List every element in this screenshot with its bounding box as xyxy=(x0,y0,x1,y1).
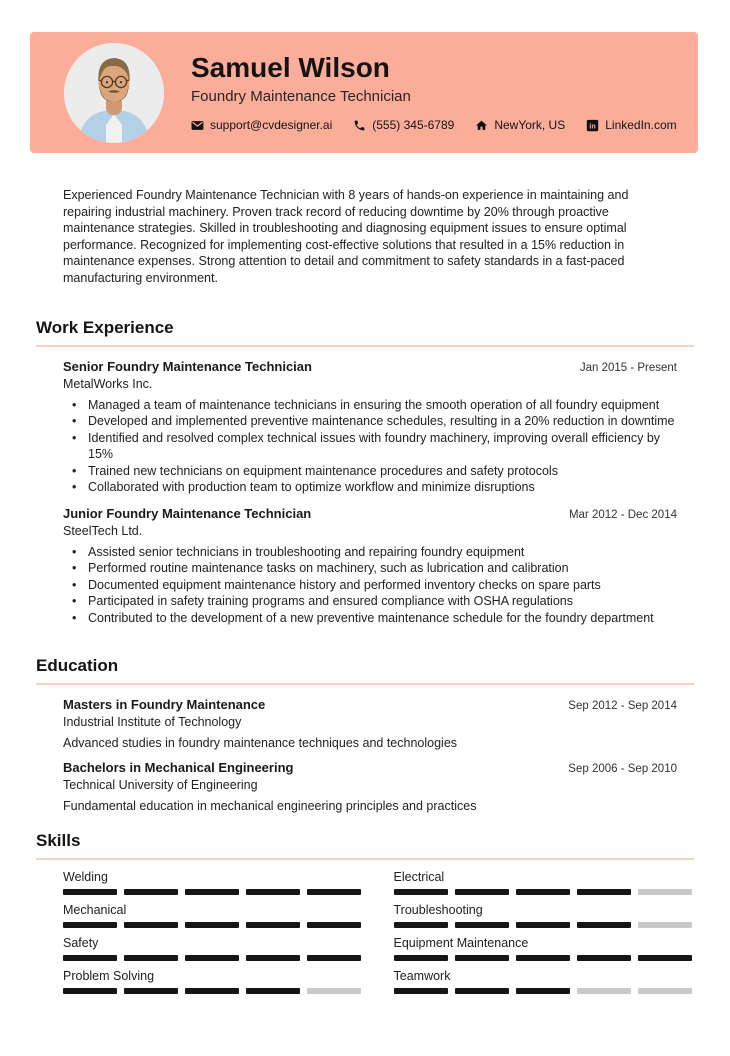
job-list xyxy=(36,359,694,627)
job-entry xyxy=(63,359,694,496)
skill-label: Safety xyxy=(63,936,99,951)
email-icon xyxy=(191,119,204,132)
skill-bar-segment xyxy=(455,955,509,961)
candidate-name: Samuel Wilson xyxy=(191,52,390,83)
skill-bar-segment xyxy=(124,988,178,994)
skill-bar-segment xyxy=(246,922,300,928)
skill-bar-segment xyxy=(185,988,239,994)
skill-bar-segment xyxy=(63,922,117,928)
avatar xyxy=(64,43,164,143)
skill-bar-segment xyxy=(577,889,631,895)
contact-text: LinkedIn.com xyxy=(605,118,677,132)
skill-item xyxy=(394,870,695,895)
skill-bar-segment xyxy=(124,889,178,895)
skill-bar-segment xyxy=(307,889,361,895)
skill-level-bar xyxy=(63,955,364,961)
skill-level-bar xyxy=(394,922,695,928)
skill-bar-segment xyxy=(577,922,631,928)
job-company: SteelTech Ltd. xyxy=(63,523,143,538)
skills-grid xyxy=(63,870,694,1002)
phone-icon xyxy=(353,119,366,132)
skill-bar-segment xyxy=(638,955,692,961)
candidate-title: Foundry Maintenance Technician xyxy=(191,88,411,105)
skill-bar-segment xyxy=(638,922,692,928)
section-skills xyxy=(36,831,694,1002)
job-bullet: • Trained new technicians on equipment maintenance procedures and safety protocols xyxy=(63,463,684,480)
degree-title: Masters in Foundry Maintenance xyxy=(63,697,266,713)
job-bullet: • Performed routine maintenance tasks on machinery, such as lubrication and calibration xyxy=(63,560,684,577)
skill-bar-segment xyxy=(577,988,631,994)
skill-bar-segment xyxy=(577,955,631,961)
contact-item xyxy=(586,118,676,132)
skill-bar-segment xyxy=(307,988,361,994)
linkedin-icon xyxy=(586,119,599,132)
skills-column-right xyxy=(394,870,695,1002)
home-icon xyxy=(475,119,488,132)
skill-item xyxy=(63,969,364,994)
job-bullet: • Documented equipment maintenance history and performed inventory checks on spare parts xyxy=(63,577,684,594)
skill-label: Troubleshooting xyxy=(393,903,483,918)
skill-label: Equipment Maintenance xyxy=(393,936,529,951)
education-entry xyxy=(63,697,694,750)
contact-text: NewYork, US xyxy=(494,118,566,132)
job-bullet: • Participated in safety training programs and ensured compliance with OSHA regulations xyxy=(63,593,684,610)
job-bullet: • Developed and implemented preventive maintenance schedules, resulting in a 20% reduction in downtime xyxy=(63,413,684,430)
contact-row xyxy=(191,118,677,132)
education-entry-head xyxy=(63,697,694,712)
header-text-block xyxy=(191,53,677,132)
skill-item xyxy=(63,936,364,961)
skill-bar-segment xyxy=(638,988,692,994)
job-bullet: • Collaborated with production team to optimize workflow and minimize disruptions xyxy=(63,479,684,496)
section-heading-work: Work Experience xyxy=(36,318,694,347)
job-entry-head xyxy=(63,359,694,374)
skill-bar-segment xyxy=(185,889,239,895)
contact-item xyxy=(475,118,565,132)
skill-bar-segment xyxy=(455,988,509,994)
skill-bar-segment xyxy=(124,955,178,961)
section-education xyxy=(36,656,694,813)
skill-item xyxy=(63,903,364,928)
education-description: Advanced studies in foundry maintenance techniques and technologies xyxy=(63,736,458,751)
job-bullet: • Contributed to the development of a new preventive maintenance schedule for the foundry department xyxy=(63,610,684,627)
education-dates: Sep 2012 - Sep 2014 xyxy=(568,700,677,713)
section-work-experience xyxy=(36,318,694,627)
summary-text: Experienced Foundry Maintenance Technician with 8 years of hands-on experience in maintaining and repairing industrial machinery. Proven track record of reducing downtime by 20% through proactive maintenance strategies. Skilled in troubleshooting and diagnosing equipment issues to ensure optimal performance. Recognized for implementing cost-effective solutions that resulted in a 15% reduction in maintenance expenses. Strong attention to detail and commitment to safety standards in a fast-paced manufacturing environment. xyxy=(63,188,629,285)
skill-level-bar xyxy=(63,988,364,994)
svg-text:in: in xyxy=(589,122,596,130)
skill-label: Mechanical xyxy=(63,903,127,918)
skill-bar-segment xyxy=(394,922,448,928)
skill-bar-segment xyxy=(638,889,692,895)
education-entry-head xyxy=(63,760,694,775)
education-dates: Sep 2006 - Sep 2010 xyxy=(568,763,677,776)
resume-header xyxy=(30,32,698,153)
job-bullet: • Managed a team of maintenance technicians in ensuring the smooth operation of all foundry equipment xyxy=(63,397,684,414)
contact-item xyxy=(353,118,454,132)
job-bullet-list xyxy=(63,397,684,496)
school-name: Technical University of Engineering xyxy=(63,778,258,793)
skill-bar-segment xyxy=(185,922,239,928)
skill-bar-segment xyxy=(394,955,448,961)
education-list xyxy=(36,697,694,813)
job-entry xyxy=(63,506,694,627)
skill-bar-segment xyxy=(124,922,178,928)
job-bullet-list xyxy=(63,544,684,627)
skill-level-bar xyxy=(394,955,695,961)
degree-title: Bachelors in Mechanical Engineering xyxy=(63,760,294,776)
skill-level-bar xyxy=(394,988,695,994)
skill-item xyxy=(394,903,695,928)
skill-bar-segment xyxy=(185,955,239,961)
skill-item xyxy=(394,936,695,961)
job-company: MetalWorks Inc. xyxy=(63,376,153,391)
skill-label: Welding xyxy=(63,870,108,885)
school-name: Industrial Institute of Technology xyxy=(63,715,242,730)
section-heading-education: Education xyxy=(36,656,694,685)
skill-bar-segment xyxy=(246,889,300,895)
skill-bar-segment xyxy=(394,889,448,895)
job-dates: Mar 2012 - Dec 2014 xyxy=(568,508,677,521)
skills-column-left xyxy=(63,870,364,1002)
contact-item xyxy=(191,118,332,132)
education-description: Fundamental education in mechanical engineering principles and practices xyxy=(63,799,477,814)
skill-bar-segment xyxy=(516,922,570,928)
skill-bar-segment xyxy=(455,889,509,895)
job-dates: Jan 2015 - Present xyxy=(579,361,677,374)
contact-text: support@cvdesigner.ai xyxy=(210,118,333,132)
skill-level-bar xyxy=(394,889,695,895)
skill-bar-segment xyxy=(246,955,300,961)
skill-bar-segment xyxy=(307,922,361,928)
education-entry xyxy=(63,760,694,813)
skill-bar-segment xyxy=(394,988,448,994)
resume-page xyxy=(0,32,730,1002)
job-title: Junior Foundry Maintenance Technician xyxy=(63,505,312,521)
skill-bar-segment xyxy=(307,955,361,961)
skill-bar-segment xyxy=(63,988,117,994)
skill-bar-segment xyxy=(455,922,509,928)
skill-level-bar xyxy=(63,922,364,928)
skill-bar-segment xyxy=(246,988,300,994)
skill-bar-segment xyxy=(63,889,117,895)
section-heading-skills: Skills xyxy=(36,831,694,860)
skill-item xyxy=(394,969,695,994)
skill-label: Problem Solving xyxy=(63,969,155,984)
job-bullet: • Assisted senior technicians in troubleshooting and repairing foundry equipment xyxy=(63,544,684,561)
skill-label: Electrical xyxy=(393,870,445,885)
skill-level-bar xyxy=(63,889,364,895)
job-bullet: • Identified and resolved complex technical issues with foundry machinery, improving overall efficiency by 15% xyxy=(63,430,684,463)
skill-bar-segment xyxy=(63,955,117,961)
resume-body xyxy=(36,187,694,1002)
skill-bar-segment xyxy=(516,889,570,895)
contact-text: (555) 345-6789 xyxy=(372,118,455,132)
skill-bar-segment xyxy=(516,955,570,961)
job-entry-head xyxy=(63,506,694,521)
skill-label: Teamwork xyxy=(393,969,451,984)
job-title: Senior Foundry Maintenance Technician xyxy=(63,358,312,374)
skill-item xyxy=(63,870,364,895)
skill-bar-segment xyxy=(516,988,570,994)
